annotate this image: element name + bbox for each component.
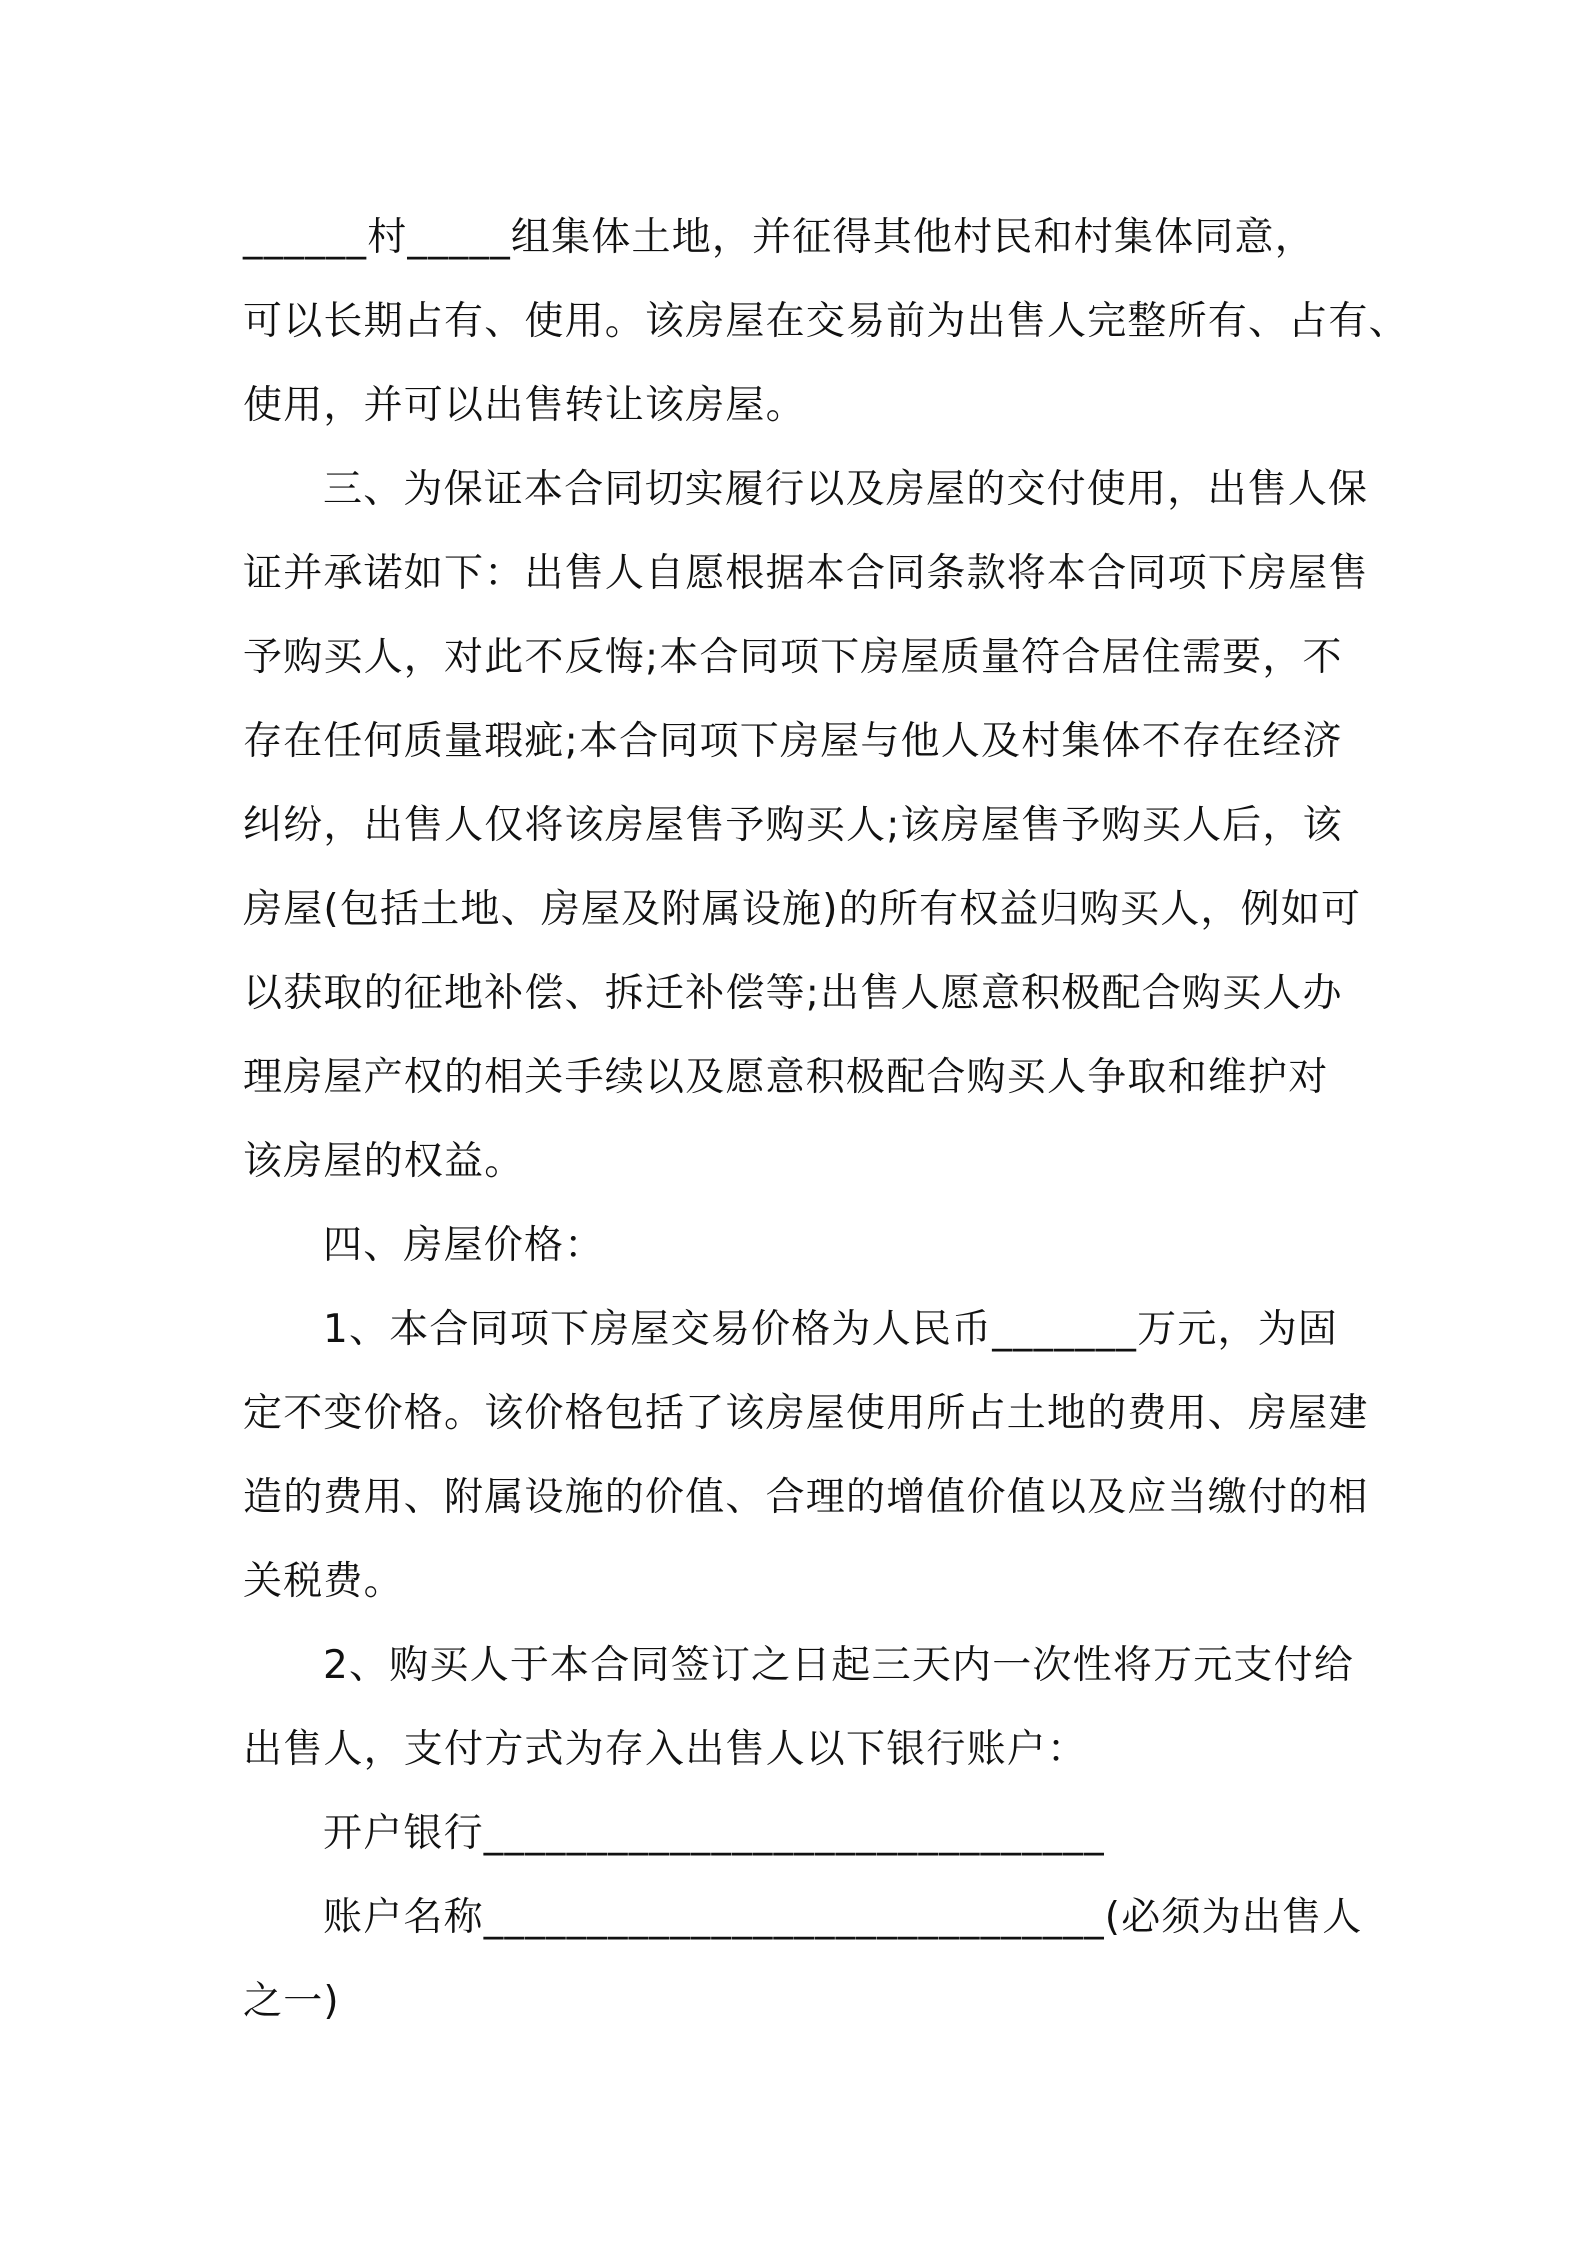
text-line: 使用，并可以出售转让该房屋。 <box>243 383 806 428</box>
clause-4-heading: 四、房屋价格： <box>323 1223 605 1268</box>
bank-field-line: 开户银行______________________________ <box>323 1811 1105 1856</box>
text-line: 房屋(包括土地、房屋及附属设施)的所有权益归购买人，例如可 <box>243 887 1362 932</box>
text-line: 之一) <box>243 1979 340 2024</box>
account-name-field-line: 账户名称______________________________(必须为出售人 <box>323 1895 1363 1940</box>
text-line: 关税费。 <box>243 1559 404 1604</box>
text-line: 造的费用、附属设施的价值、合理的增值价值以及应当缴付的相 <box>243 1475 1369 1520</box>
text-line: 该房屋的权益。 <box>243 1139 525 1184</box>
text-line: ______村_____组集体土地，并征得其他村民和村集体同意， <box>243 215 1315 260</box>
text-line: 理房屋产权的相关手续以及愿意积极配合购买人争取和维护对 <box>243 1055 1329 1100</box>
text-line: 可以长期占有、使用。该房屋在交易前为出售人完整所有、占有、 <box>243 299 1409 344</box>
text-line: 证并承诺如下：出售人自愿根据本合同条款将本合同项下房屋售 <box>243 551 1369 596</box>
text-line: 定不变价格。该价格包括了该房屋使用所占土地的费用、房屋建 <box>243 1391 1369 1436</box>
text-line: 予购买人，对此不反悔;本合同项下房屋质量符合居住需要，不 <box>243 635 1343 680</box>
payment-clause-line: 2、购买人于本合同签订之日起三天内一次性将万元支付给 <box>323 1643 1355 1688</box>
text-line: 出售人，支付方式为存入出售人以下银行账户： <box>243 1727 1088 1772</box>
text-line: 存在任何质量瑕疵;本合同项下房屋与他人及村集体不存在经济 <box>243 719 1343 764</box>
document-body <box>243 196 1409 2044</box>
clause-3-heading-line: 三、为保证本合同切实履行以及房屋的交付使用，出售人保 <box>323 467 1369 512</box>
price-clause-line: 1、本合同项下房屋交易价格为人民币_______万元，为固 <box>323 1307 1339 1352</box>
text-line: 以获取的征地补偿、拆迁补偿等;出售人愿意积极配合购买人办 <box>243 971 1343 1016</box>
text-line: 纠纷，出售人仅将该房屋售予购买人;该房屋售予购买人后，该 <box>243 803 1343 848</box>
